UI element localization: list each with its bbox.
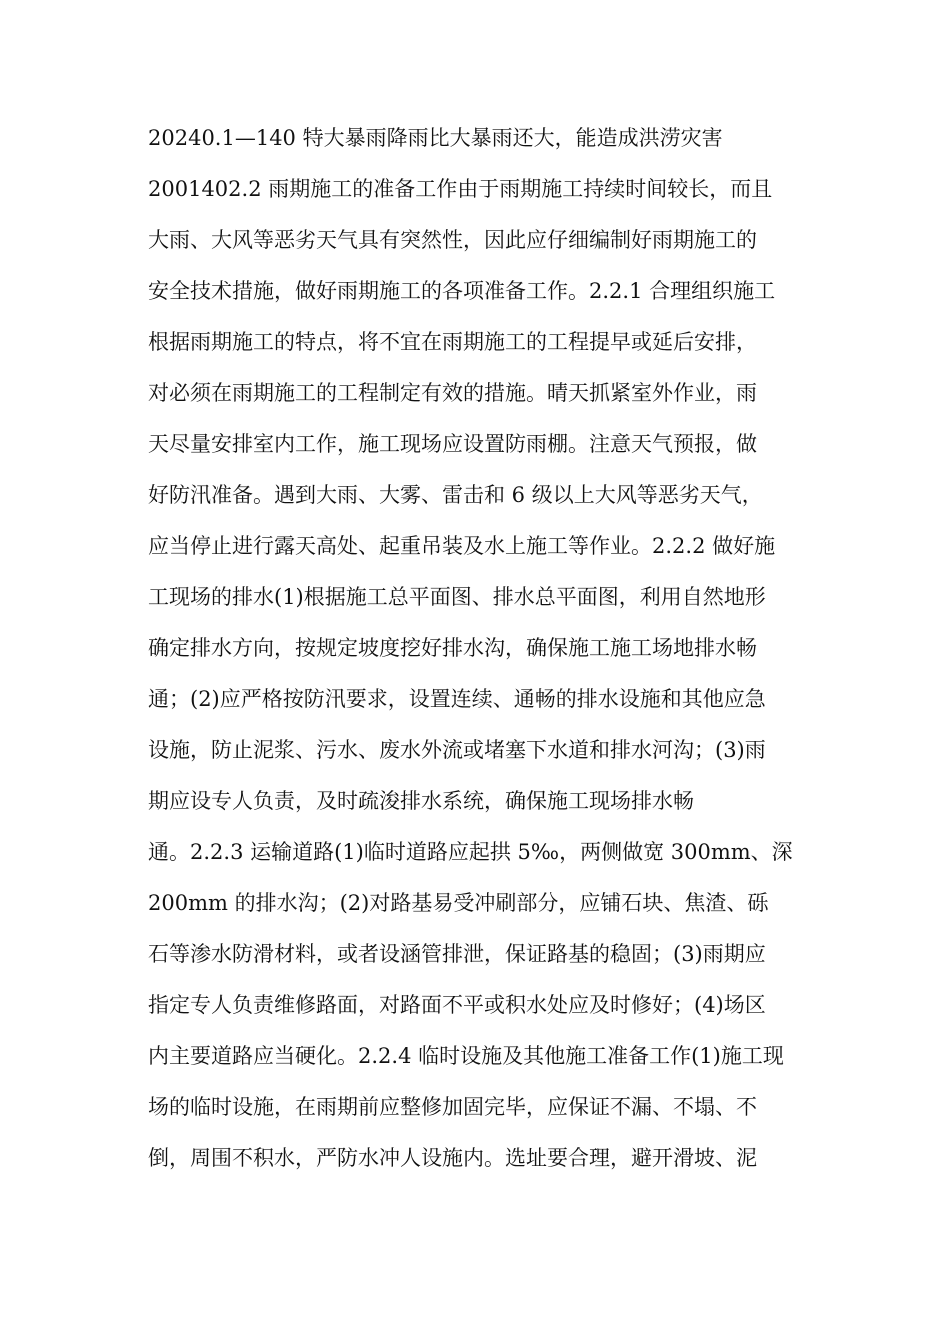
text-line-15: 通。2.2.3 运输道路(1)临时道路应起拱 5‰，两侧做宽 300mm、深	[148, 840, 793, 864]
text-line-13: 设施，防止泥浆、污水、废水外流或堵塞下水道和排水河沟；(3)雨	[148, 738, 766, 762]
text-line-3: 大雨、大风等恶劣天气具有突然性，因此应仔细编制好雨期施工的	[148, 228, 757, 252]
body-text	[148, 118, 808, 1189]
text-line-8: 好防汛准备。遇到大雨、大雾、雷击和 6 级以上大风等恶劣天气，	[148, 483, 763, 507]
text-line-12: 通；(2)应严格按防汛要求，设置连续、通畅的排水设施和其他应急	[148, 687, 766, 711]
text-line-14: 期应设专人负责，及时疏浚排水系统，确保施工现场排水畅	[148, 789, 694, 813]
text-line-5: 根据雨期施工的特点，将不宜在雨期施工的工程提早或延后安排，	[148, 330, 757, 354]
text-line-10: 工现场的排水(1)根据施工总平面图、排水总平面图，利用自然地形	[148, 585, 766, 609]
text-line-18: 指定专人负责维修路面，对路面不平或积水处应及时修好；(4)场区	[148, 993, 766, 1017]
text-line-11: 确定排水方向，按规定坡度挖好排水沟，确保施工施工场地排水畅	[148, 636, 757, 660]
text-line-17: 石等渗水防滑材料，或者设涵管排泄，保证路基的稳固；(3)雨期应	[148, 942, 766, 966]
text-line-6: 对必须在雨期施工的工程制定有效的措施。晴天抓紧室外作业，雨	[148, 381, 757, 405]
text-line-20: 场的临时设施，在雨期前应整修加固完毕，应保证不漏、不塌、不	[148, 1095, 757, 1119]
text-line-19: 内主要道路应当硬化。2.2.4 临时设施及其他施工准备工作(1)施工现	[148, 1044, 784, 1068]
text-line-16: 200mm 的排水沟；(2)对路基易受冲刷部分，应铺石块、焦渣、砾	[148, 891, 769, 915]
text-line-7: 天尽量安排室内工作，施工现场应设置防雨棚。注意天气预报，做	[148, 432, 757, 456]
text-line-9: 应当停止进行露天高处、起重吊装及水上施工等作业。2.2.2 做好施	[148, 534, 776, 558]
text-line-1: 20240.1—140 特大暴雨降雨比大暴雨还大，能造成洪涝灾害	[148, 126, 723, 150]
text-line-21: 倒，周围不积水，严防水冲人设施内。选址要合理，避开滑坡、泥	[148, 1146, 757, 1170]
text-line-4: 安全技术措施，做好雨期施工的各项准备工作。2.2.1 合理组织施工	[148, 279, 776, 303]
text-line-2: 2001402.2 雨期施工的准备工作由于雨期施工持续时间较长，而且	[148, 177, 773, 201]
